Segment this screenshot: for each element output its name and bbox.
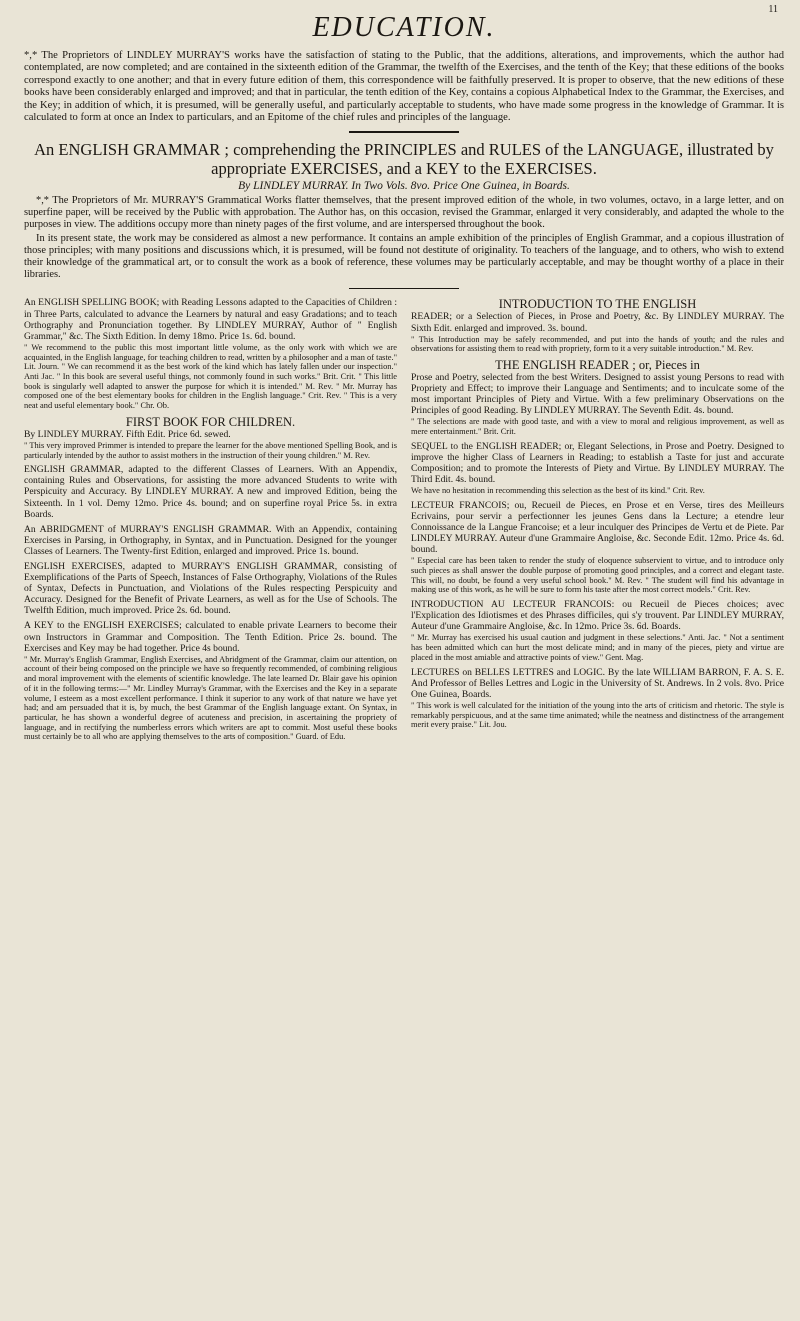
- advert-entry: [411, 500, 784, 595]
- section-header: EDUCATION.: [312, 12, 496, 43]
- advert-entry: [24, 620, 397, 742]
- entry-text: ENGLISH EXERCISES, adapted to MURRAY'S ENGLISH GRAMMAR, consisting of Exemplifications of the Parts of Speech, Instances of False Orthography, Violations of the Rules of Syntax, Defects in Punctuation, and Violations of the Rules respecting Perspicuity and Accuracy. Designed for the Benefit of Private Learners, as well as for the Use of Schools. The Twelfth Edition, much improved. Price 2s. 6d. bound.: [24, 560, 397, 617]
- advert-entry: [411, 667, 784, 730]
- left-column: [24, 297, 397, 746]
- grammar-subtitle: By LINDLEY MURRAY. In Two Vols. 8vo. Price One Guinea, in Boards.: [238, 180, 570, 193]
- entry-review: " This work is well calculated for the initiation of the young into the arts of criticism and rhetoric. The style is remarkably perspicuous, and at the same time animated; while the neatness and distinctness of the arrangement merit every praise." Lit. Jou.: [411, 700, 784, 730]
- grammar-advertisement: [24, 140, 784, 281]
- entry-text: SEQUEL to the ENGLISH READER; or, Elegant Selections, in Prose and Poetry. Designed to improve the higher Class of Learners in Reading; to establish a Taste for just and accurate Composition; and to promote the Interests of Piety and Virtue. By LINDLEY MURRAY. The Third Edit. 4s. bound.: [411, 440, 784, 486]
- advert-entry: [411, 599, 784, 662]
- advert-entry: [411, 441, 784, 496]
- entry-text: INTRODUCTION AU LECTEUR FRANCOIS: ou Recueil de Pieces choices; avec l'Explication des Idiotismes et des Phrases difficiles, qui s'y trouvent. Par LINDLEY MURRAY, Auteur d'une Grammaire Angloise, &c. In 12mo. Price 3s. 6d. Boards.: [411, 599, 784, 633]
- entry-review: " The selections are made with good taste, and with a view to moral and religious improvement, as well as mere entertainment." Brit. Crit.: [411, 417, 784, 437]
- entry-text: By LINDLEY MURRAY. Fifth Edit. Price 6d. sewed.: [24, 428, 231, 440]
- entry-review: " We recommend to the public this most important little volume, as the only work with which we are acquainted, in the English language, for teaching children to read, written by a philosopher and a man of taste." Lit. Journ. " We can recommend it as the best work of the kind which has lately fallen under our inspection." Anti Jac. " In this book are several useful things, not commonly found in such works." Brit. Crit. " This little book is singularly well adapted to answer the purpose for which it is intended." M. Rev. " Mr. Murray has composed one of the best elementary books for children in the English language." Crit. Rev. " This is a very neat and useful elementary book." Chr. Ob.: [24, 342, 397, 411]
- advert-entry: [24, 415, 397, 461]
- entry-text: LECTURES on BELLES LETTRES and LOGIC. By the late WILLIAM BARRON, F. A. S. E. And Professor of Belles Lettres and Logic in the University of St. Andrews. In 2 vols. 8vo. Price One Guinea, Boards.: [411, 666, 784, 700]
- divider-rule: [349, 288, 459, 289]
- proprietors-notice: *,* The Proprietors of LINDLEY MURRAY'S works have the satisfaction of stating to the Public, that the additions, alterations, and improvements, which the author had contemplated, are now completed; and are contained in the sixteenth edition of the Grammar, the twelfth of the Exercises, and the tenth of the Key; that these editions of the books correspond exactly to one another; and that in every future edition of them, this correspondence will be faithfully preserved. It is proper to observe, that the new editions of these books have been considerably enlarged and improved; and that in particular, the tenth edition of the Key, contains a copious Alphabetical Index to the Grammar, the Exercises, and the Key; in addition of which, it is presumed, will be generally useful, and particularly acceptable to students, who have made some progress in the knowledge of Grammar. It is calculated to form at once an Index to particulars, and an Epitome of the chief rules and principles of the language.: [24, 50, 784, 124]
- advert-columns: [24, 297, 784, 746]
- right-column: [411, 297, 784, 746]
- entry-review: " This very improved Primmer is intended to prepare the learner for the above mentioned Spelling Book, and is particularly intended by the author to assist mothers in the instruction of their young children." M. Rev.: [24, 440, 397, 460]
- entry-title: THE ENGLISH READER ; or, Pieces in: [495, 358, 700, 373]
- entry-review: We have no hesitation in recommending this selection as the best of its kind." Crit. Rev.: [411, 486, 705, 496]
- entry-text: READER; or a Selection of Pieces, in Prose and Poetry, &c. By LINDLEY MURRAY. The Sixth Edit. enlarged and improved. 3s. bound.: [411, 311, 784, 334]
- entry-text: An ABRIDGMENT of MURRAY'S ENGLISH GRAMMAR. With an Appendix, containing Exercises in Parsing, in Orthography, in Syntax, and in Punctuation. Designed for the younger Classes of Learners. The Twenty-first Edition, enlarged and improved. Price 1s. bound.: [24, 523, 397, 557]
- entry-text: Prose and Poetry, selected from the best Writers. Designed to assist young Persons to read with Propriety and Effect; to improve their Language and Sentiments; and to inculcate some of the most important Principles of Piety and Virtue. With a few preliminary Observations on the Principles of good Reading. By LINDLEY MURRAY. The Seventh Edit. 4s. bound.: [411, 372, 784, 417]
- entry-text: An ENGLISH SPELLING BOOK; with Reading Lessons adapted to the Capacities of Children : in Three Parts, calculated to advance the Learners by natural and easy Gradations; and to teach Orthography and Pronunciation together. By LINDLEY MURRAY, Author of " English Grammar," &c. The Sixth Edition. In demy 18mo. Price 1s. 6d. bound.: [24, 297, 397, 342]
- entry-review: " This Introduction may be safely recommended, and put into the hands of youth; and the rules and observations for assisting them to read with propriety, form to it a very suitable introduction." M. Rev.: [411, 334, 784, 354]
- advert-entry: [411, 297, 784, 354]
- entry-review: " Especial care has been taken to render the study of eloquence subservient to virtue, and to introduce only such pieces as shall answer the double purpose of promoting good principles, and a correct and elegant taste. This will, no doubt, be found a very useful school book." M. Rev. " The student will find his advantage in making use of this work, as he will be sure to form his taste after the most correct models." Crit. Rev.: [411, 556, 784, 595]
- entry-text: A KEY to the ENGLISH EXERCISES; calculated to enable private Learners to become their own Instructors in Grammar and Composition. The Tenth Edition. Price 2s. bound. The Exercises and Key may be had together. Price 4s bound.: [24, 620, 397, 654]
- entry-title: INTRODUCTION TO THE ENGLISH: [498, 297, 697, 312]
- entry-text: LECTEUR FRANCOIS; ou, Recueil de Pieces, en Prose et en Verse, tires des Meilleurs Ecrivains, pour servir a perfectionner les jeunes Gens dans la Lecture; a etendre leur Connoissance de la Langue Francoise; et a leur inculquer des Principes de Vertu et de Piete. Par LINDLEY MURRAY. Auteur d'une Grammaire Angloise, &c. Seconde Edit. 12mo. Price 4s. 6d. bound.: [411, 499, 784, 556]
- entry-review: " Mr. Murray has exercised his usual caution and judgment in these selections." Anti. Jac. " Not a sentiment has been admitted which can hurt the most delicate mind; and in many of the pieces, piety and virtue are placed in the most amiable and attractive points of view." Gent. Mag.: [411, 633, 784, 662]
- page-folio: 11: [768, 4, 778, 15]
- advert-entry: [411, 358, 784, 437]
- entry-text: ENGLISH GRAMMAR, adapted to the different Classes of Learners. With an Appendix, containing Rules and Observations, for assisting the more advanced Students to write with Perspicuity and Accuracy. By LINDLEY MURRAY. A new and improved Edition, being the Sixteenth. In 1 vol. Demy 12mo. Price 4s. bound; and on superfine royal Price 5s. in extra Boards.: [24, 464, 397, 520]
- advert-entry: [24, 524, 397, 557]
- advert-entry: [24, 297, 397, 410]
- divider-rule: [349, 131, 459, 133]
- grammar-paragraph: In its present state, the work may be considered as almost a new performance. It contains an ample exhibition of the principles of English Grammar, and a copious illustration of those principles; with many positions and discussions which, it is presumed, will be found not destitute of originality. To teachers of the language, and to others, who wish to extend their knowledge of the grammatical art, or to consult the work as a book of reference, these volumes may be particularly acceptable, and may be thought worthy of a place in their libraries.: [24, 233, 784, 281]
- grammar-paragraph: *,* The Proprietors of Mr. MURRAY'S Grammatical Works flatter themselves, that the present improved edition of the whole, in two volumes, octavo, in a large letter, and on superfine paper, will be received by the Public with approbation. The Author has, on this occasion, revised the Grammar, enlarged it very considerably, and adapted the whole to the purposes in view. The additions occupy more than ninety pages of the first volume, and are interspersed throughout the book.: [24, 195, 784, 231]
- advert-entry: [24, 561, 397, 616]
- entry-review: " Mr. Murray's English Grammar, English Exercises, and Abridgment of the Grammar, claim our attention, on account of their being composed on the principle we have so frequently recommended, of combining religious and moral improvement with the elements of scientific knowledge. The late learned Dr. Blair gave his opinion of it in the following terms:—" Mr. Lindley Murray's Grammar, with the Exercises and the Key in a separate volume, I esteem as a most excellent performance. I think it superior to any work of that nature we have yet had; and am persuaded that it is, by much, the best Grammar of the English language extant. On Syntax, in particular, he has shown a wonderful degree of acuteness and precision, in ascertaining the propriety of language, and in rectifying the numberless errors which writers are apt to commit. Most useful these books must certainly be to all who are applying themselves to the arts of composition." Guard. of Edu.: [24, 654, 397, 742]
- grammar-title: An ENGLISH GRAMMAR ; comprehending the PRINCIPLES and RULES of the LANGUAGE, illustrated by appropriate EXERCISES, and a KEY to the EXERCISES.: [34, 140, 774, 179]
- entry-title: FIRST BOOK FOR CHILDREN.: [125, 414, 296, 429]
- advert-entry: [24, 464, 397, 519]
